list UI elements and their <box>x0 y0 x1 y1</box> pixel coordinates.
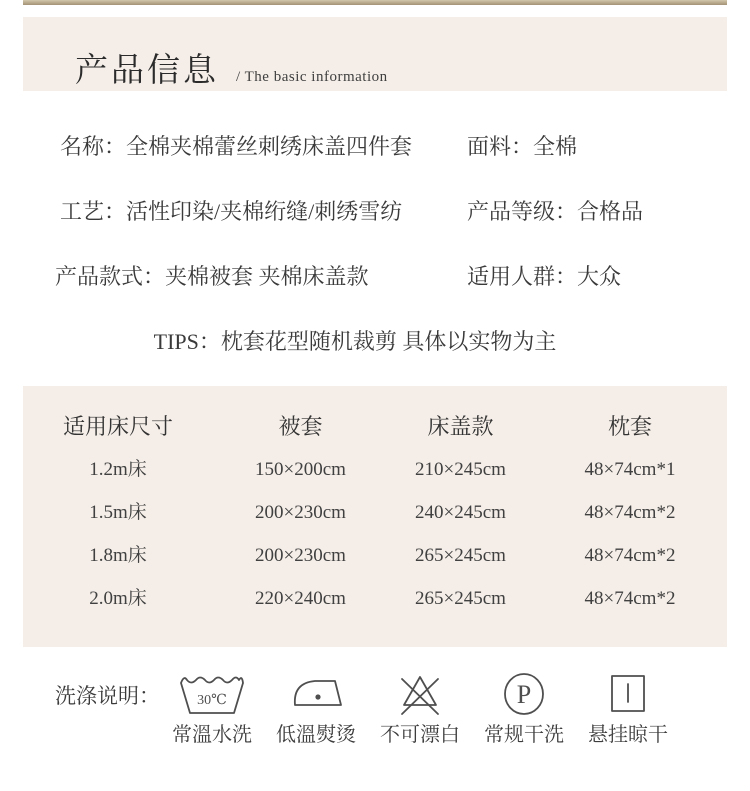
page-subtitle: / The basic information <box>236 69 388 85</box>
size-table-header <box>23 413 727 441</box>
no-bleach-icon <box>393 671 447 717</box>
cell-bed: 1.8m床 <box>89 545 147 566</box>
tips-note: TIPS：枕套花型随机裁剪 具体以实物为主 <box>153 329 557 354</box>
attribute-name: 名称：全棉夹棉蕾丝刺绣床盖四件套 <box>60 134 413 159</box>
page-title: 产品信息 <box>75 53 219 89</box>
care-instructions <box>0 675 727 748</box>
hang-dry-icon <box>606 671 650 717</box>
cell-pillow: 48×74cm*2 <box>584 588 676 609</box>
col-header-bed-size: 适用床尺寸 <box>62 414 173 439</box>
care-item-label: 悬挂晾干 <box>588 724 668 746</box>
product-attributes <box>23 133 727 356</box>
table-row <box>23 544 727 568</box>
col-header-duvet: 被套 <box>278 414 323 439</box>
attribute-style: 产品款式：夹棉被套 夹棉床盖款 <box>55 264 369 289</box>
svg-text:30℃: 30℃ <box>197 693 227 708</box>
cell-pillow: 48×74cm*2 <box>584 502 676 523</box>
cell-pillow: 48×74cm*2 <box>584 545 676 566</box>
cell-bed: 1.2m床 <box>89 459 147 480</box>
cell-bed: 2.0m床 <box>89 588 147 609</box>
cell-bed: 1.5m床 <box>89 502 147 523</box>
cell-duvet: 150×200cm <box>255 459 346 480</box>
care-item <box>472 671 576 748</box>
attribute-craft: 工艺：活性印染/夹棉绗缝/刺绣雪纺 <box>60 199 403 224</box>
table-row <box>23 501 727 525</box>
col-header-pillow: 枕套 <box>607 414 652 439</box>
care-item-label: 低溫熨烫 <box>276 724 356 746</box>
cell-bedspread: 265×245cm <box>415 545 506 566</box>
attribute-audience: 适用人群：大众 <box>467 264 622 289</box>
cell-duvet: 200×230cm <box>255 502 346 523</box>
cell-bedspread: 265×245cm <box>415 588 506 609</box>
section-header-banner <box>23 17 727 91</box>
care-item <box>160 671 264 748</box>
care-item-label: 常规干洗 <box>484 724 564 746</box>
size-table <box>23 386 727 647</box>
cell-pillow: 48×74cm*1 <box>584 459 676 480</box>
care-item-label: 不可漂白 <box>380 724 460 746</box>
attribute-row <box>23 133 727 161</box>
svg-text:P: P <box>516 680 532 709</box>
cell-duvet: 200×230cm <box>255 545 346 566</box>
cell-bedspread: 210×245cm <box>415 459 506 480</box>
care-item <box>264 671 368 748</box>
attribute-row <box>23 198 727 226</box>
attribute-grade: 产品等级：合格品 <box>467 199 644 224</box>
top-accent-strip <box>23 0 727 5</box>
care-item <box>368 671 472 748</box>
care-item <box>576 671 680 748</box>
table-row <box>23 458 727 482</box>
attribute-fabric: 面料：全棉 <box>467 134 578 159</box>
iron-low-temp-icon <box>285 671 347 717</box>
care-item-label: 常溫水洗 <box>172 724 252 746</box>
cell-duvet: 220×240cm <box>255 588 346 609</box>
col-header-bedspread: 床盖款 <box>427 414 494 439</box>
dry-clean-p-icon <box>501 671 547 717</box>
attribute-row <box>23 263 727 291</box>
cell-bedspread: 240×245cm <box>415 502 506 523</box>
wash-basin-30c-icon <box>177 671 247 717</box>
care-instructions-label: 洗涤说明： <box>55 684 160 708</box>
table-row <box>23 587 727 611</box>
